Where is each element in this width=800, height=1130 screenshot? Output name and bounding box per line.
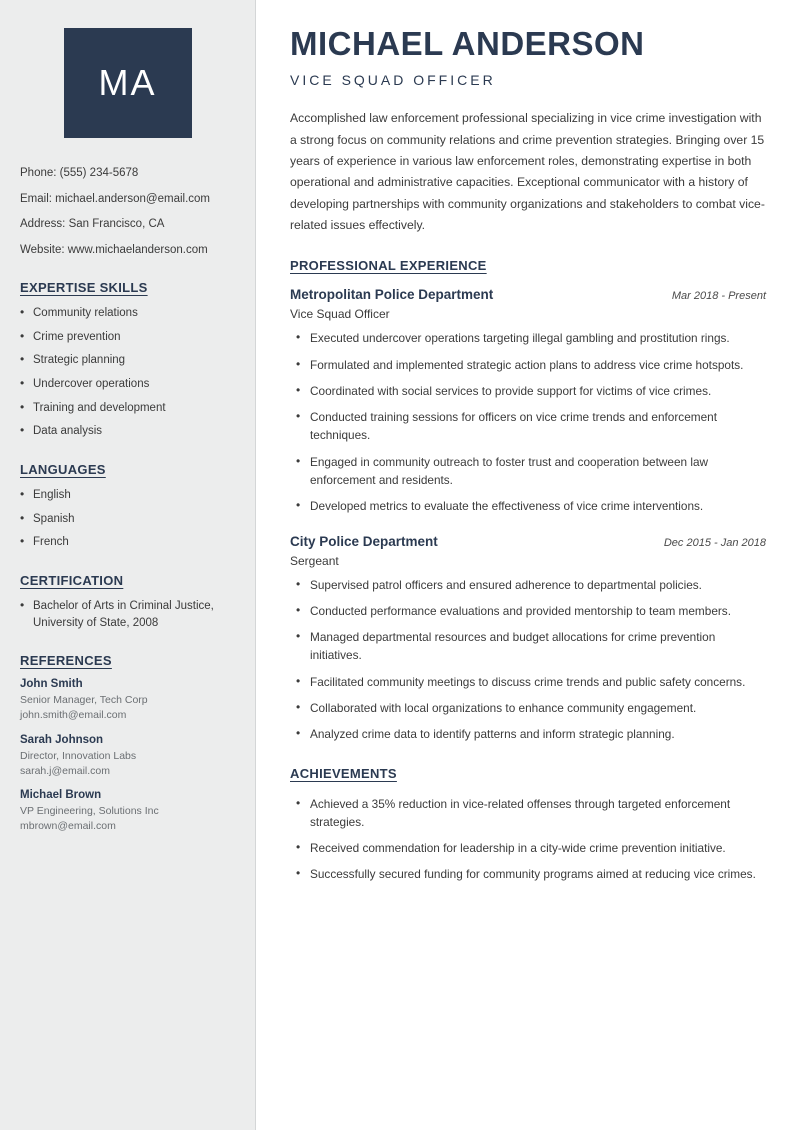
list-item: • Engaged in community outreach to foster trust and cooperation between law enforcement and residents.	[290, 453, 766, 490]
list-item: • Community relations	[20, 305, 235, 322]
experience-section	[290, 258, 766, 743]
list-item: • Strategic planning	[20, 352, 235, 369]
list-item: • Achieved a 35% reduction in vice-related offenses through targeted enforcement strategies.	[290, 795, 766, 832]
list-item: • Facilitated community meetings to discuss crime trends and public safety concerns.	[290, 673, 766, 691]
list-item: • Executed undercover operations targeting illegal gambling and prostitution rings.	[290, 329, 766, 347]
job-role: Vice Squad Officer	[290, 307, 390, 322]
list-item: • Conducted training sessions for officers on vice crime trends and enforcement techniques.	[290, 408, 766, 445]
list-item: • Training and development	[20, 400, 235, 417]
certification-list	[20, 598, 235, 631]
skills-list	[20, 305, 235, 440]
professional-summary: Accomplished law enforcement professional specializing in vice crime investigation with a strong focus on community relations and crime prevention strategies. Bringing over 15 years of experience in various law enforcement roles, demonstrating expertise in both operational and administrative capacities. Exceptional communicator with a history of developing partnerships with community organizations and stakeholders to combat vice-related issues effectively.	[290, 111, 765, 233]
experience-heading: PROFESSIONAL EXPERIENCE	[290, 258, 487, 274]
achievements-heading: ACHIEVEMENTS	[290, 765, 397, 781]
main-content	[256, 0, 800, 1130]
avatar	[64, 28, 192, 138]
reference-email: mbrown@email.com	[20, 819, 116, 832]
avatar-initials: MA	[98, 62, 157, 103]
skills-heading: EXPERTISE SKILLS	[20, 280, 148, 296]
responsibility-list	[290, 329, 766, 515]
sidebar	[0, 0, 256, 1130]
certification-heading: CERTIFICATION	[20, 573, 124, 589]
list-item: • Analyzed crime data to identify patterns and inform strategic planning.	[290, 725, 766, 743]
experience-entry	[290, 287, 766, 515]
certification-section	[20, 573, 235, 631]
reference-role: Director, Innovation Labs	[20, 749, 137, 762]
references-section	[20, 653, 235, 833]
list-item: • French	[20, 534, 235, 551]
reference-item	[20, 678, 235, 722]
contact-website: Website: www.michaelanderson.com	[20, 243, 208, 256]
experience-entry-header	[290, 534, 766, 549]
reference-item	[20, 734, 235, 778]
languages-heading: LANGUAGES	[20, 462, 106, 478]
reference-name: John Smith	[20, 678, 83, 691]
list-item: • Supervised patrol officers and ensured adherence to departmental policies.	[290, 576, 766, 594]
reference-item	[20, 789, 235, 833]
page-title: MICHAEL ANDERSON	[290, 25, 645, 62]
list-item: • Crime prevention	[20, 329, 235, 346]
job-role: Sergeant	[290, 553, 339, 568]
reference-name: Michael Brown	[20, 789, 102, 802]
employment-dates: Dec 2015 - Jan 2018	[663, 536, 766, 549]
list-item: • English	[20, 487, 235, 504]
contact-address: Address: San Francisco, CA	[20, 218, 165, 231]
contact-phone: Phone: (555) 234-5678	[20, 167, 139, 179]
reference-role: VP Engineering, Solutions Inc	[20, 805, 159, 818]
list-item: • Undercover operations	[20, 376, 235, 393]
list-item: • Conducted performance evaluations and provided mentorship to team members.	[290, 602, 766, 620]
experience-entry-header	[290, 287, 766, 302]
responsibility-list	[290, 576, 766, 744]
reference-email: sarah.j@email.com	[20, 764, 111, 777]
reference-role: Senior Manager, Tech Corp	[20, 694, 148, 707]
list-item: • Spanish	[20, 511, 235, 528]
list-item: • Received commendation for leadership in a city-wide crime prevention initiative.	[290, 839, 766, 857]
skills-section	[20, 280, 235, 440]
experience-entry	[290, 534, 766, 744]
reference-name: Sarah Johnson	[20, 733, 104, 746]
list-item: • Data analysis	[20, 423, 235, 440]
job-title-subheading: VICE SQUAD OFFICER	[290, 72, 496, 89]
references-heading: REFERENCES	[20, 653, 112, 669]
list-item: • Formulated and implemented strategic action plans to address vice crime hotspots.	[290, 356, 766, 374]
list-item: • Managed departmental resources and budget allocations for crime prevention initiatives.	[290, 628, 766, 665]
company-name: City Police Department	[290, 533, 438, 549]
list-item: • Bachelor of Arts in Criminal Justice, University of State, 2008	[20, 598, 235, 631]
achievements-list	[290, 795, 766, 884]
languages-list	[20, 487, 235, 551]
achievements-section	[290, 766, 766, 884]
company-name: Metropolitan Police Department	[290, 287, 494, 303]
employment-dates: Mar 2018 - Present	[671, 290, 766, 303]
list-item: • Successfully secured funding for community programs aimed at reducing vice crimes.	[290, 865, 766, 883]
languages-section	[20, 462, 235, 551]
list-item: • Developed metrics to evaluate the effectiveness of vice crime interventions.	[290, 497, 766, 515]
contact-email: Email: michael.anderson@email.com	[20, 192, 210, 205]
list-item: • Collaborated with local organizations to enhance community engagement.	[290, 699, 766, 717]
list-item: • Coordinated with social services to provide support for victims of vice crimes.	[290, 382, 766, 400]
contact-block	[20, 166, 235, 258]
reference-email: john.smith@email.com	[20, 709, 127, 722]
